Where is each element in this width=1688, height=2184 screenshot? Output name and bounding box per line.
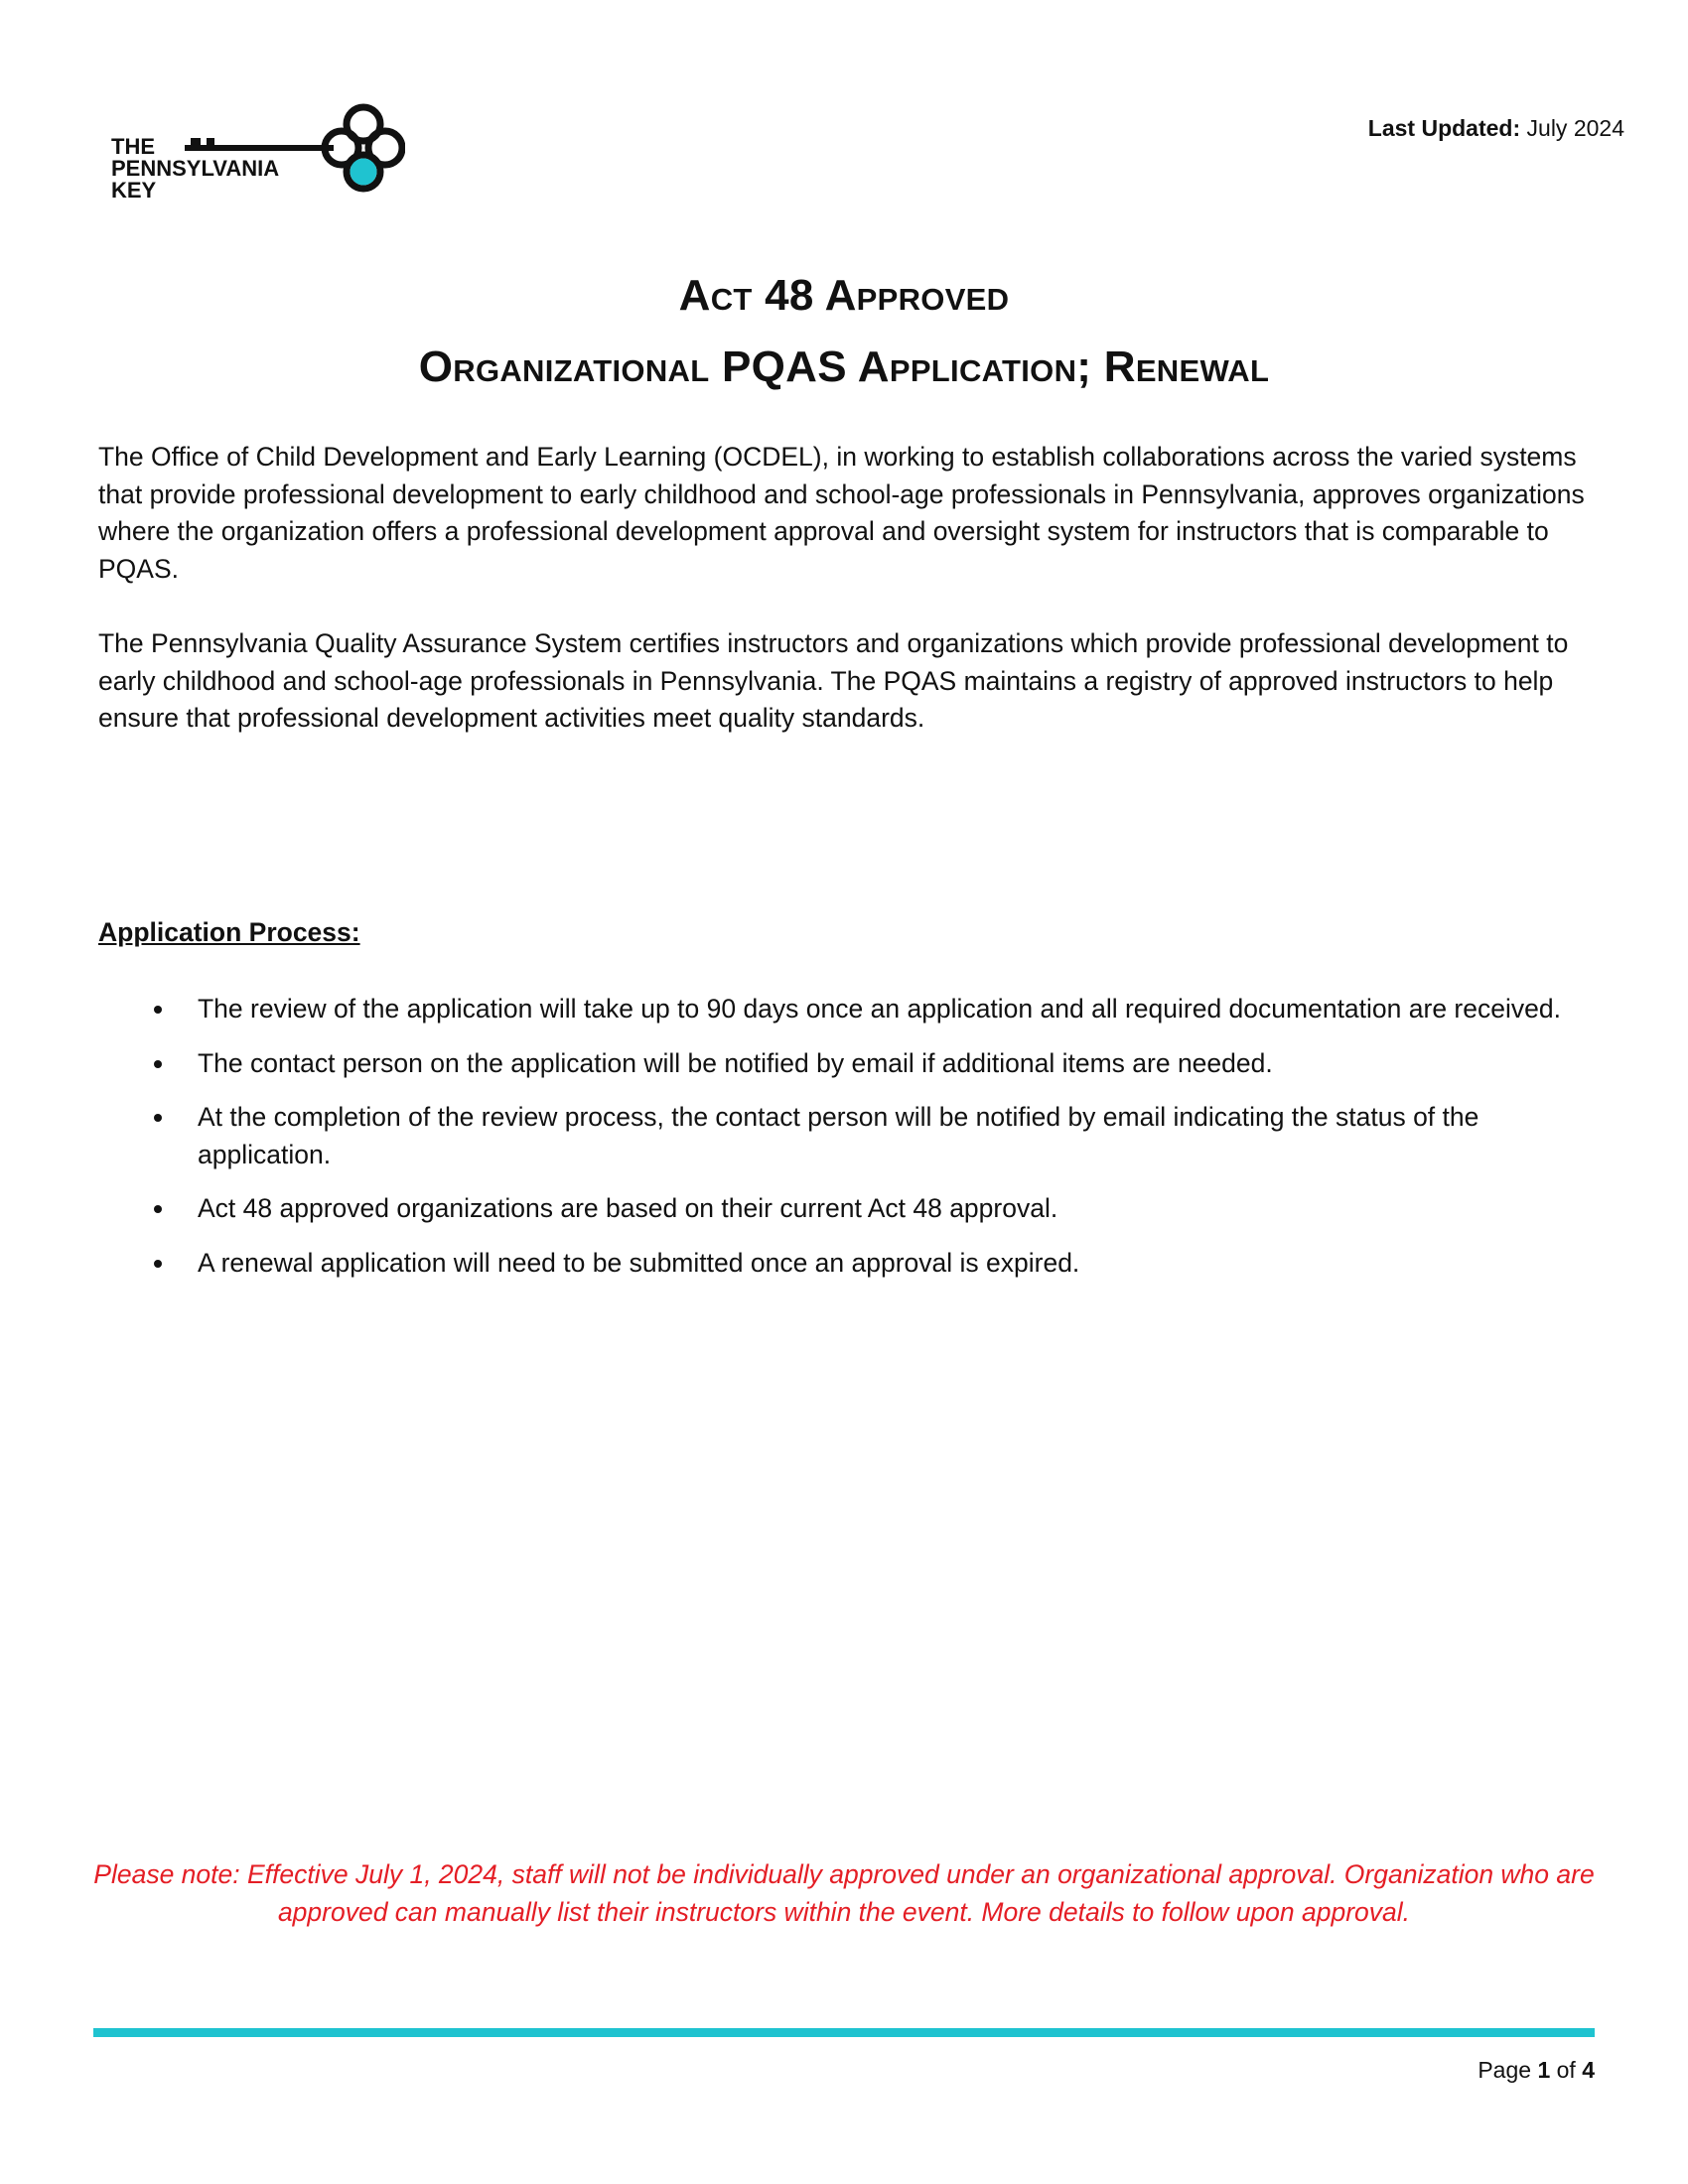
page-of: of <box>1556 2057 1576 2083</box>
last-updated <box>1368 115 1624 142</box>
key-logo-icon <box>107 102 405 211</box>
pennsylvania-key-logo <box>107 102 405 211</box>
last-updated-value: July 2024 <box>1526 115 1624 141</box>
logo-word-the: THE <box>111 134 155 159</box>
footer-divider <box>93 2028 1595 2037</box>
intro-paragraph-2: The Pennsylvania Quality Assurance System certifies instructors and organizations which provide professional development to early childhood and school-age professionals in Pennsylvania. The PQAS maintains a registry of approved instructors to help ensure that professional development activities meet quality standards. <box>98 628 1569 733</box>
list-item-text: The contact person on the application will be notified by email if additional items are needed. <box>198 1047 1273 1078</box>
list-item <box>98 991 1598 1028</box>
page-prefix: Page <box>1477 2057 1532 2083</box>
list-item <box>98 1099 1598 1173</box>
approval-note: Please note: Effective July 1, 2024, staff will not be individually approved under an organizational approval. Organization who are approved can manually list their instructors within the event. More details to follow upon approval. <box>93 1859 1595 1927</box>
list-item <box>98 1245 1598 1283</box>
page-total: 4 <box>1582 2057 1595 2083</box>
document-title-line1: Act 48 Approved <box>678 271 1010 320</box>
page-current: 1 <box>1537 2057 1551 2083</box>
bullet-icon <box>154 1006 162 1014</box>
application-process-heading: Application Process: <box>98 917 360 947</box>
list-item-text: Act 48 approved organizations are based on their current Act 48 approval. <box>198 1193 1058 1223</box>
list-item <box>98 1045 1598 1083</box>
application-process-list <box>98 991 1598 1298</box>
list-item-text: The review of the application will take up to 90 days once an application and all required documentation are received. <box>198 994 1561 1024</box>
list-item-text: A renewal application will need to be submitted once an approval is expired. <box>198 1247 1080 1278</box>
intro-paragraph-1: The Office of Child Development and Early Learning (OCDEL), in working to establish collaborations across the varied systems that provide professional development to early childhood and school-age professionals in Pennsylvania, approves organizations where the organization offers a professional development approval and oversight system for instructors that is comparable to PQAS. <box>98 442 1585 584</box>
bullet-icon <box>154 1205 162 1213</box>
bullet-icon <box>154 1114 162 1122</box>
list-item-text: At the completion of the review process, the contact person will be notified by email indicating the status of the application. <box>198 1102 1479 1169</box>
logo-word-pennsylvania: PENNSYLVANIA <box>111 156 280 181</box>
bullet-icon <box>154 1060 162 1068</box>
logo-word-key: KEY <box>111 178 157 203</box>
last-updated-label: Last Updated: <box>1367 115 1521 141</box>
document-title-line2: Organizational PQAS Application; Renewal <box>418 342 1270 391</box>
bullet-icon <box>154 1260 162 1268</box>
page-number <box>1477 2057 1595 2084</box>
list-item <box>98 1190 1598 1228</box>
